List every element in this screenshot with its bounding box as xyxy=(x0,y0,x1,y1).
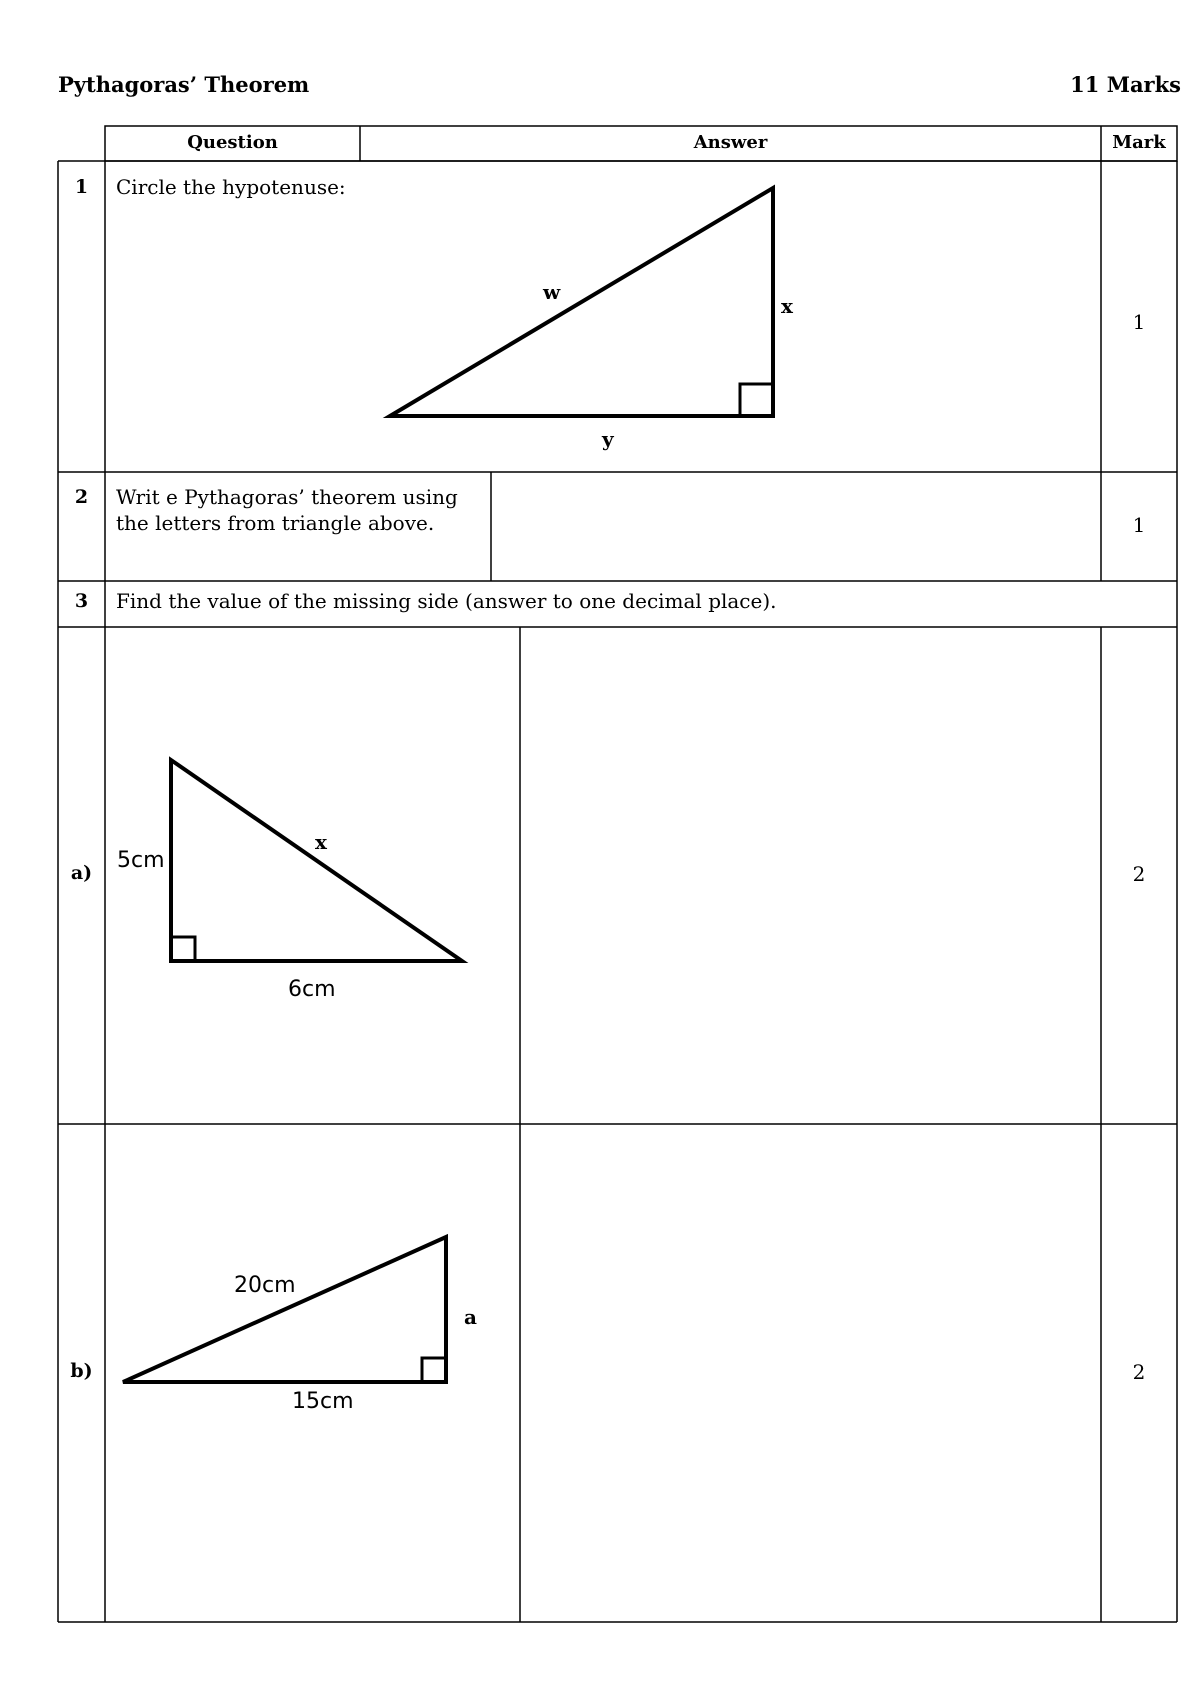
q3b-label-vert: a xyxy=(464,1305,477,1329)
question-3a-mark: 2 xyxy=(1132,862,1146,886)
q1-label-vert: x xyxy=(781,294,793,318)
question-3b-answer-box[interactable] xyxy=(520,1124,1101,1622)
question-2-line-2: the letters from triangle above. xyxy=(116,511,435,535)
total-marks: 11 Marks xyxy=(1070,72,1181,97)
question-2-text xyxy=(116,484,458,536)
q3a-label-base: 6cm xyxy=(288,977,336,1000)
page-title: Pythagoras’ Theorem xyxy=(58,72,310,97)
triangle-diagram-q3a xyxy=(110,740,510,1000)
question-number-3: 3 xyxy=(74,590,89,612)
question-3a-answer-box[interactable] xyxy=(520,627,1101,1124)
question-1-mark: 1 xyxy=(1132,310,1146,334)
question-number-2: 2 xyxy=(74,486,89,508)
question-3b-label: b) xyxy=(70,1360,93,1382)
question-number-1: 1 xyxy=(74,176,89,198)
column-header-question: Question xyxy=(187,132,278,153)
q1-label-hyp: w xyxy=(543,280,561,304)
question-3a-label: a) xyxy=(70,862,93,884)
q3b-label-base: 15cm xyxy=(292,1389,354,1414)
triangle-diagram-q3b xyxy=(110,1220,510,1420)
q1-label-base: y xyxy=(602,427,614,451)
q3b-label-hyp: 20cm xyxy=(234,1273,296,1298)
question-2-answer-box[interactable] xyxy=(491,472,1101,581)
question-3-text: Find the value of the missing side (answer to one decimal place). xyxy=(116,589,777,613)
column-header-answer: Answer xyxy=(693,132,768,153)
question-3b-mark: 2 xyxy=(1132,1360,1146,1384)
q3a-label-vert: 5cm xyxy=(117,848,165,873)
column-header-mark: Mark xyxy=(1112,132,1166,153)
triangle-diagram-q1 xyxy=(380,180,820,460)
question-1-text: Circle the hypotenuse: xyxy=(116,175,346,199)
q3a-label-hyp: x xyxy=(315,830,327,854)
question-2-line-1: Writ e Pythagoras’ theorem using xyxy=(116,485,458,509)
question-2-mark: 1 xyxy=(1132,513,1146,537)
